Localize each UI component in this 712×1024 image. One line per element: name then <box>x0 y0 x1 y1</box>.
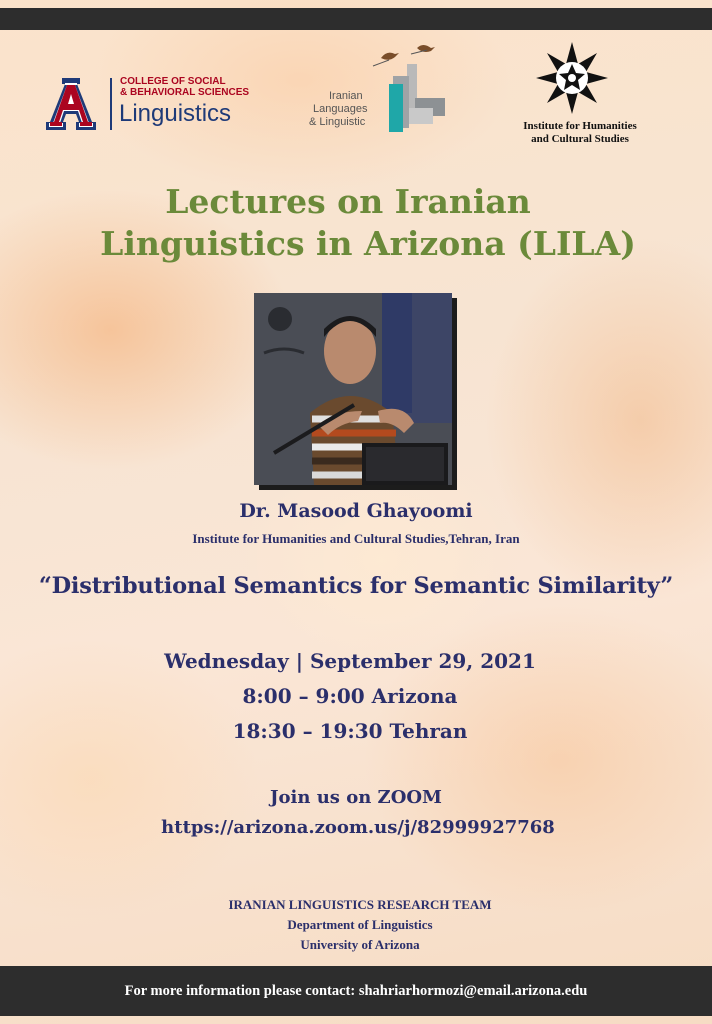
speaker-photo <box>254 293 452 485</box>
iranian-languages-text: Iranian Languages & Linguistic <box>309 90 368 128</box>
birds-on-letters-icon <box>365 44 450 144</box>
university: University of Arizona <box>300 937 420 952</box>
poster-title-line-2: Linguistics in Arizona (LILA) <box>100 224 636 263</box>
ihcs-name: Institute for Humanities and Cultural Studies <box>523 120 637 145</box>
contact-info: For more information please contact: shahriarhormozi@email.arizona.edu <box>124 982 588 999</box>
time-tehran: 18:30 – 19:30 Tehran <box>232 719 468 743</box>
talk-title: “Distributional Semantics for Semantic Similarity” <box>38 573 674 599</box>
poster-title-line-1: Lectures on Iranian <box>165 182 531 221</box>
zoom-link[interactable]: https://arizona.zoom.us/j/82999927768 <box>161 817 555 838</box>
department: Department of Linguistics <box>287 917 433 932</box>
time-arizona: 8:00 – 9:00 Arizona <box>242 684 458 708</box>
event-date: Wednesday | September 29, 2021 <box>164 649 536 673</box>
university-of-arizona-logo <box>40 74 280 134</box>
iranian-languages-logo <box>305 44 450 144</box>
speaker-affiliation: Institute for Humanities and Cultural Studies,Tehran, Iran <box>192 531 520 546</box>
star-rosette-icon <box>530 40 614 116</box>
speaker-name: Dr. Masood Ghayoomi <box>239 500 473 522</box>
logo-divider <box>110 78 112 130</box>
footer-band <box>0 966 712 1016</box>
zoom-label: Join us on ZOOM <box>270 787 442 808</box>
speaker-portrait-image <box>254 293 452 485</box>
ihcs-logo <box>500 40 660 150</box>
research-team: IRANIAN LINGUISTICS RESEARCH TEAM <box>228 897 492 912</box>
department-name: Linguistics <box>119 100 232 127</box>
top-band <box>0 8 712 30</box>
arizona-a-icon <box>40 76 102 132</box>
college-name: COLLEGE OF SOCIAL & BEHAVIORAL SCIENCES <box>120 76 250 98</box>
